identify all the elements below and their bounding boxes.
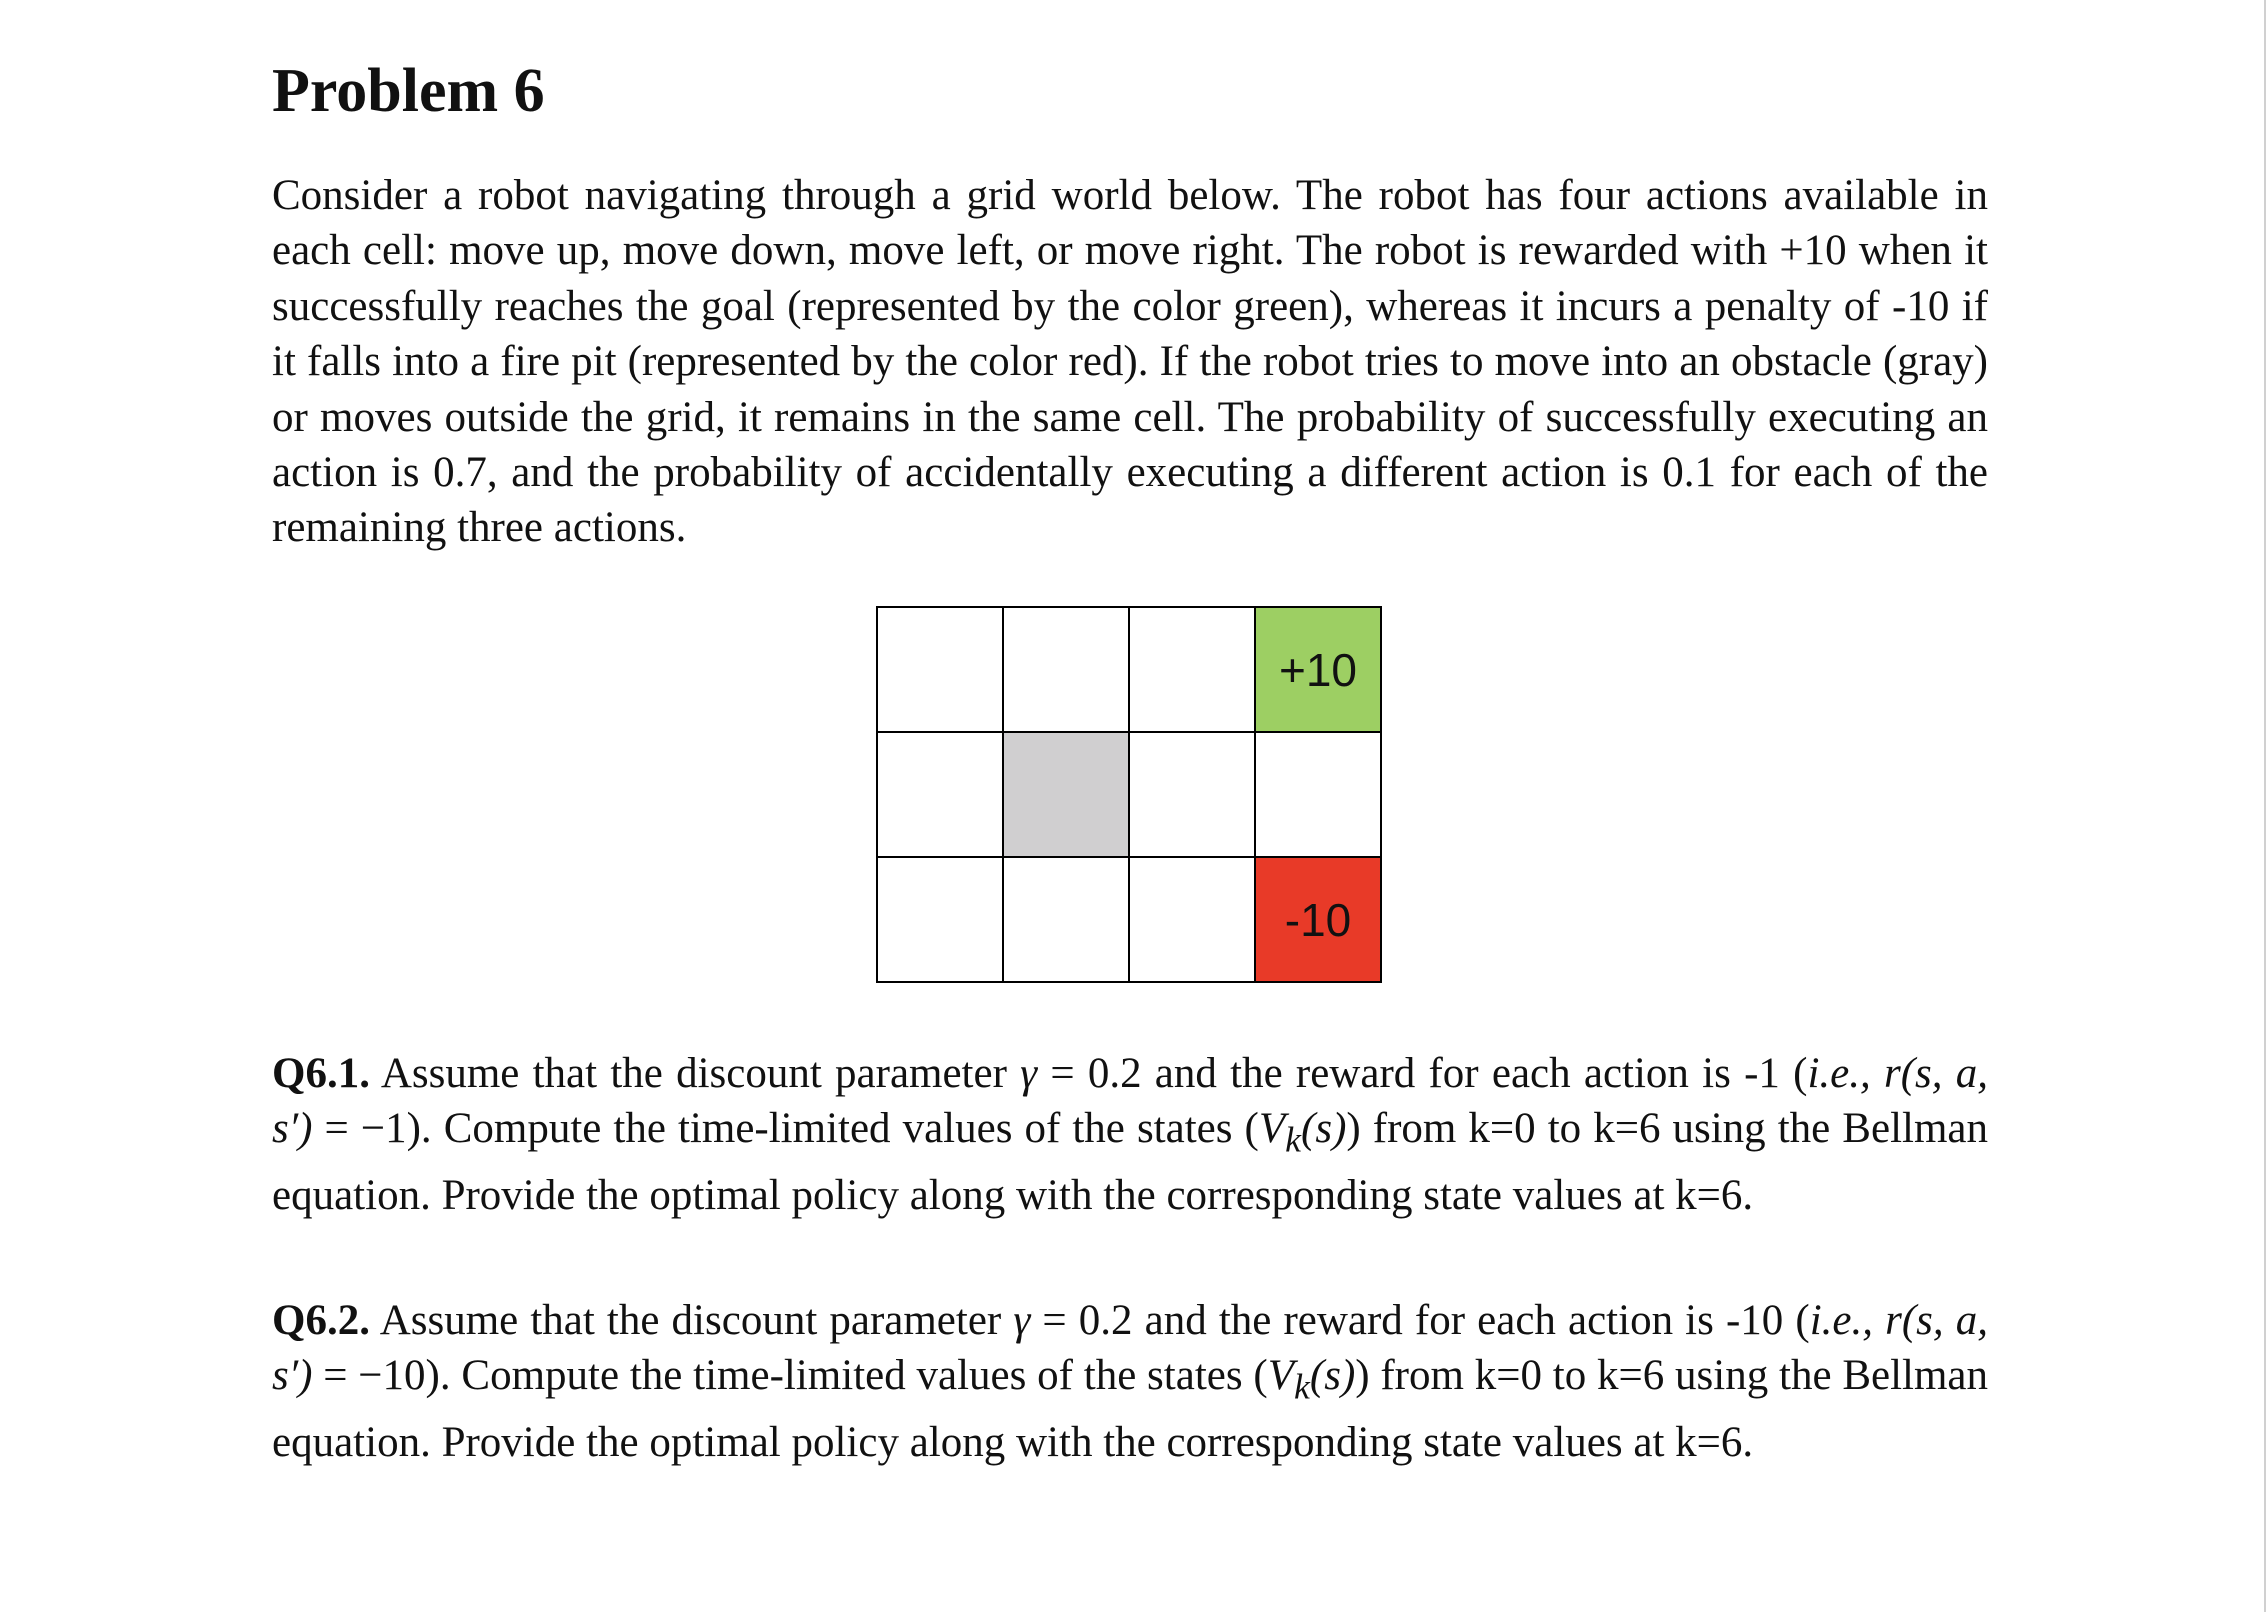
grid-cell — [1129, 732, 1255, 857]
value-argument: (s) — [1301, 1105, 1347, 1153]
reward-value: = −10). Compute the time-limited values of the states ( — [323, 1352, 1268, 1400]
value-subscript: k — [1285, 1120, 1302, 1160]
problem-title: Problem 6 — [272, 57, 545, 125]
grid-cell — [877, 607, 1003, 732]
ie-abbrev: i.e., — [1807, 1050, 1871, 1097]
question-6-2 — [272, 1293, 1988, 1471]
question-6-1 — [272, 1046, 1988, 1224]
value-subscript: k — [1293, 1367, 1310, 1407]
question-text: ) from k=0 to k=6 using the Bellman equation. Provide the optimal policy along with the corresponding state values at k=6. — [272, 1105, 1988, 1220]
goal-cell: +10 — [1255, 607, 1381, 732]
problem-description: Consider a robot navigating through a grid world below. The robot has four actions available in each cell: move up, move down, move left, or move right. The robot is rewarded with +10 when it successfully reaches the goal (represented by the color green), whereas it incurs a penalty of -10 if it falls into a fire pit (represented by the color red). If the robot tries to move into an obstacle (gray) or moves outside the grid, it remains in the same cell. The probability of successfully executing an action is 0.7, and the probability of accidentally executing a different action is 0.1 for each of the remaining three actions. — [272, 172, 1988, 552]
value-argument: (s) — [1309, 1352, 1356, 1400]
grid-cell — [877, 732, 1003, 857]
gamma-symbol: γ — [1020, 1050, 1038, 1097]
question-label: Q6.2. — [272, 1297, 370, 1344]
value-function: V — [1267, 1352, 1294, 1400]
gamma-symbol: γ — [1013, 1297, 1031, 1344]
grid-row — [877, 607, 1381, 732]
obstacle-cell — [1003, 732, 1129, 857]
grid-row — [877, 732, 1381, 857]
firepit-cell: -10 — [1255, 857, 1381, 982]
question-text: ) from k=0 to k=6 using the Bellman equation. Provide the optimal policy along with the corresponding state values at k=6. — [272, 1352, 1989, 1467]
question-text: Assume that the discount parameter — [380, 1050, 1007, 1097]
grid-cell — [1129, 857, 1255, 982]
grid-cell — [1003, 607, 1129, 732]
grid-cell — [877, 857, 1003, 982]
grid-cell — [1129, 607, 1255, 732]
grid-cell — [1003, 857, 1129, 982]
grid-world — [876, 606, 1382, 983]
grid-cell — [1255, 732, 1381, 857]
reward-function: r(s, a, s′) — [272, 1050, 1989, 1153]
value-function: V — [1258, 1105, 1286, 1153]
ie-abbrev: i.e., — [1809, 1297, 1873, 1344]
question-text: = 0.2 and the reward for each action is -1 ( — [1050, 1050, 1808, 1097]
reward-value: = −1). Compute the time-limited values of the states ( — [324, 1105, 1259, 1153]
question-label: Q6.1. — [272, 1050, 370, 1097]
grid-row — [877, 857, 1381, 982]
question-text: Assume that the discount parameter — [379, 1297, 1002, 1344]
question-text: = 0.2 and the reward for each action is -10 ( — [1042, 1297, 1810, 1344]
reward-function: r(s, a, s′) — [272, 1297, 1988, 1400]
